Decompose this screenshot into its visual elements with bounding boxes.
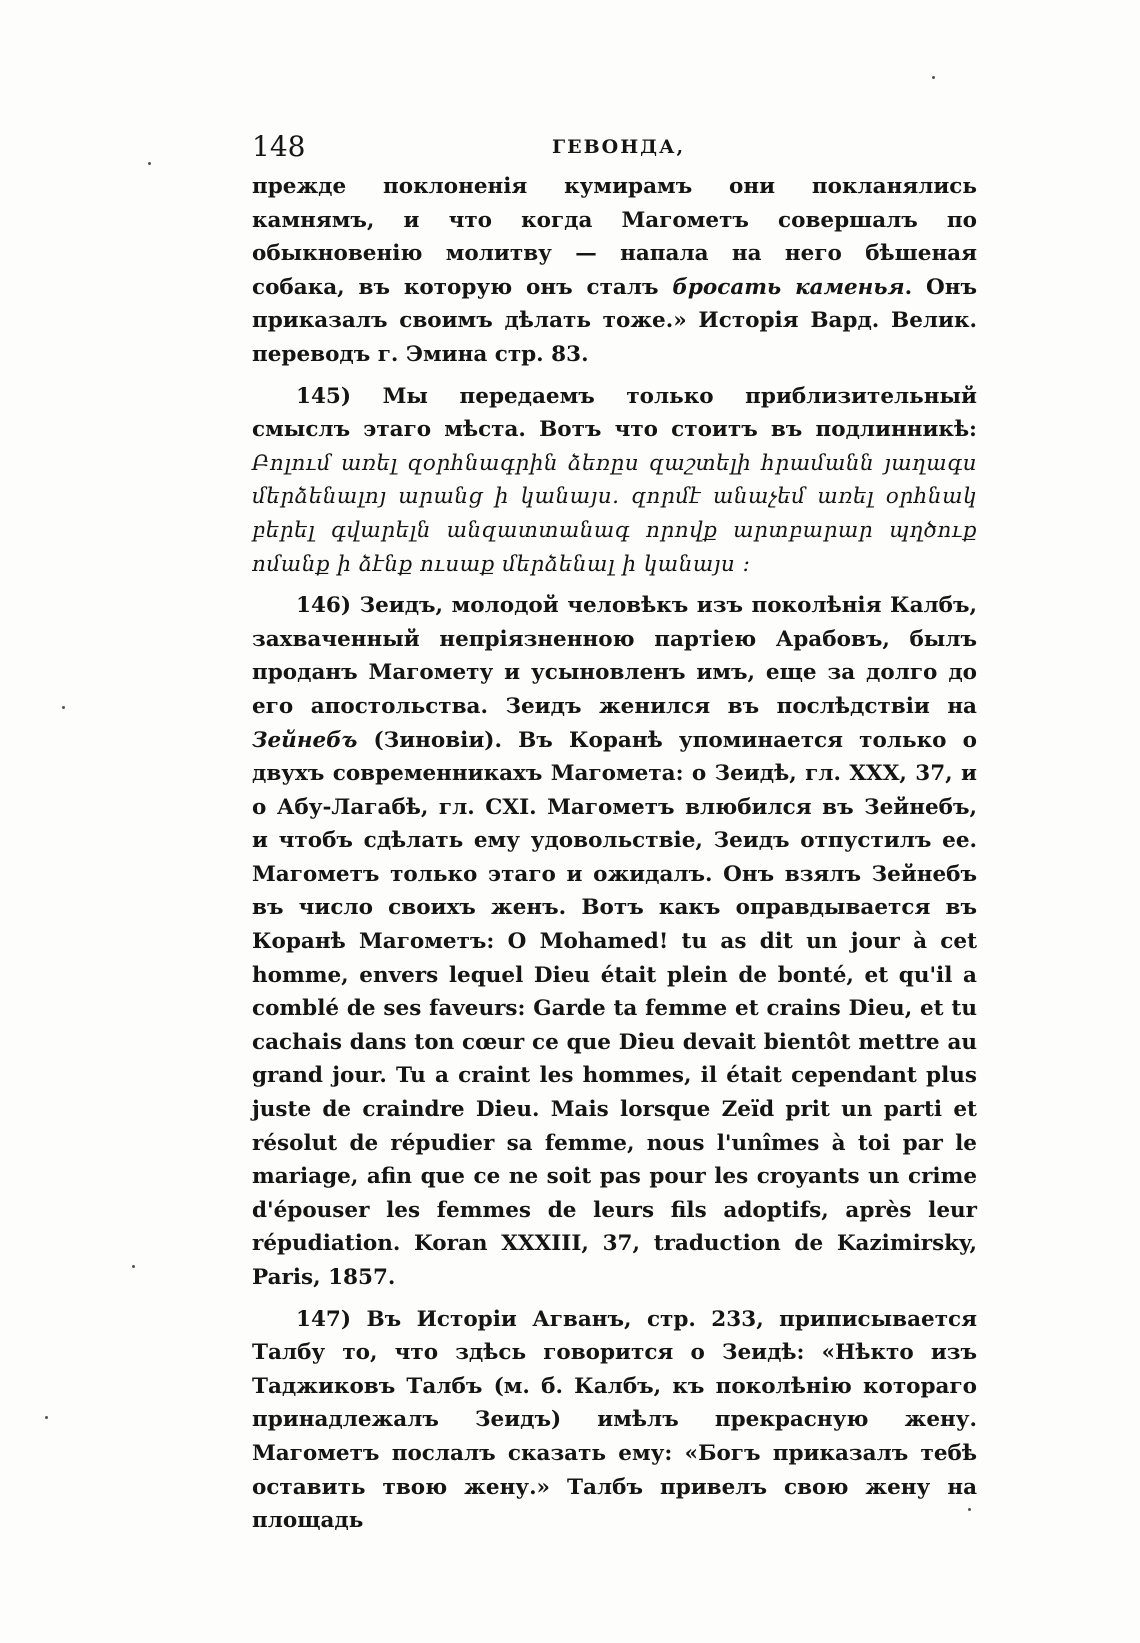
running-head: ГЕВОНДА,: [552, 136, 686, 158]
scan-speck: [932, 76, 935, 79]
note-147: 147) Въ Исторіи Агванъ, стр. 233, приписывается Талбу то, что здѣсь говорится о Зеидѣ: «Нѣкто изъ Таджиковъ Талбъ (м. б. Калбъ, къ поколѣнію котораго принадлежалъ Зеидъ) имѣлъ прекрасную жену. Магометъ послалъ сказать ему: «Богъ приказалъ тебѣ оставить твою жену.» Талбъ привелъ свою жену на площадь: [252, 1306, 977, 1534]
emphasis: бросать каменья: [672, 274, 905, 300]
note-146: 146) Зеидъ, молодой человѣкъ изъ поколѣнія Калбъ, захваченный непріязненною партіею Арабовъ, былъ проданъ Магомету и усыновленъ имъ, еще за долго до его апостольства. Зеидъ женился въ послѣдствіи на Зейнебъ (Зиновіи). Въ Коранѣ упоминается только о двухъ современникахъ Магомета: о Зеидѣ, гл. XXX, 37, и о Абу-Лагабѣ, гл. CXI. Магометъ влюбился въ Зейнебъ, и чтобъ сдѣлать ему удовольствіе, Зеидъ отпустилъ ее. Магометъ только этаго и ожидалъ. Онъ взялъ Зейнебъ въ число своихъ женъ. Вотъ какъ оправдывается въ Коранѣ Магометъ: O Mohamed! tu as dit un jour à cet homme, envers lequel Dieu était plein de bonté, et qu'il a comblé de ses faveurs: Garde ta femme et crains Dieu, et tu cachais dans ton cœur ce que Dieu devait bientôt mettre au grand jour. Tu a craint les hommes, il était cependant plus juste de craindre Dieu. Mais lorsque Zeïd prit un parti et résolut de répudier sa femme, nous l'unîmes à toi par le mariage, afin que ce ne soit pas pour les croyants un crime d'épouser les femmes de leurs fils adoptifs, après leur répudiation. Koran XXXIII, 37, traduction de Kazimirsky, Paris, 1857.: [252, 593, 977, 1290]
page-number: 148: [252, 130, 306, 163]
scan-speck: [148, 162, 151, 165]
scan-speck: [132, 1265, 135, 1268]
scan-speck: [62, 706, 65, 709]
note-145: 145) Мы передаемъ только приблизительный смыслъ этаго мѣста. Вотъ что стоитъ въ подлинникѣ: Բոլում առել զօրհնագրին ձեռըս զաշտելի հրամանն յաղագս մերձենալոյ արանց ի կանայս. զորմէ անաչեմ առել օրհնակ բերել գվարելն անզատտանագ որովք արտբարար պղծուք ոմանք ի ձէնք ուսաք մերձենալ ի կանայս ։: [252, 383, 977, 577]
page: [252, 122, 977, 1538]
scan-speck: [45, 1416, 48, 1419]
page-header: [252, 122, 977, 170]
scan-speck: [968, 1508, 971, 1511]
body-text: [252, 170, 977, 1538]
emphasis: Зейнебъ: [252, 727, 358, 753]
paragraph-continuation: прежде поклоненія кумирамъ они покланялись камнямъ, и что когда Магометъ совершалъ по обыкновенію молитву — напала на него бѣшеная собака, въ которую онъ сталъ бросать каменья. Онъ приказалъ своимъ дѣлать тоже.» Исторія Вард. Велик. переводъ г. Эмина стр. 83.: [252, 174, 977, 367]
armenian-quote: Բոլում առել զօրհնագրին ձեռըս զաշտելի հրամանն յաղագս մերձենալոյ արանց ի կանայս. զորմէ անաչեմ առել օրհնակ բերել գվարելն անզատտանագ որովք արտբարար պղծուք ոմանք ի ձէնք ուսաք մերձենալ ի կանայս ։: [252, 450, 977, 577]
french-quote: O Mohamed! tu as dit un jour à cet homme, envers lequel Dieu était plein de bonté, et qu'il a comblé de ses faveurs: Garde ta femme et crains Dieu, et tu cachais dans ton cœur ce que Dieu devait bientôt mettre au grand jour. Tu a craint les hommes, il était cependant plus juste de craindre Dieu. Mais lorsque Zeïd prit un parti et résolut de répudier sa femme, nous l'unîmes à toi par le mariage, afin que ce ne soit pas pour les croyants un crime d'épouser les femmes de leurs fils adoptifs, après leur répudiation. Koran XXXIII, 37, traduction de Kazimirsky, Paris, 1857.: [252, 929, 977, 1290]
